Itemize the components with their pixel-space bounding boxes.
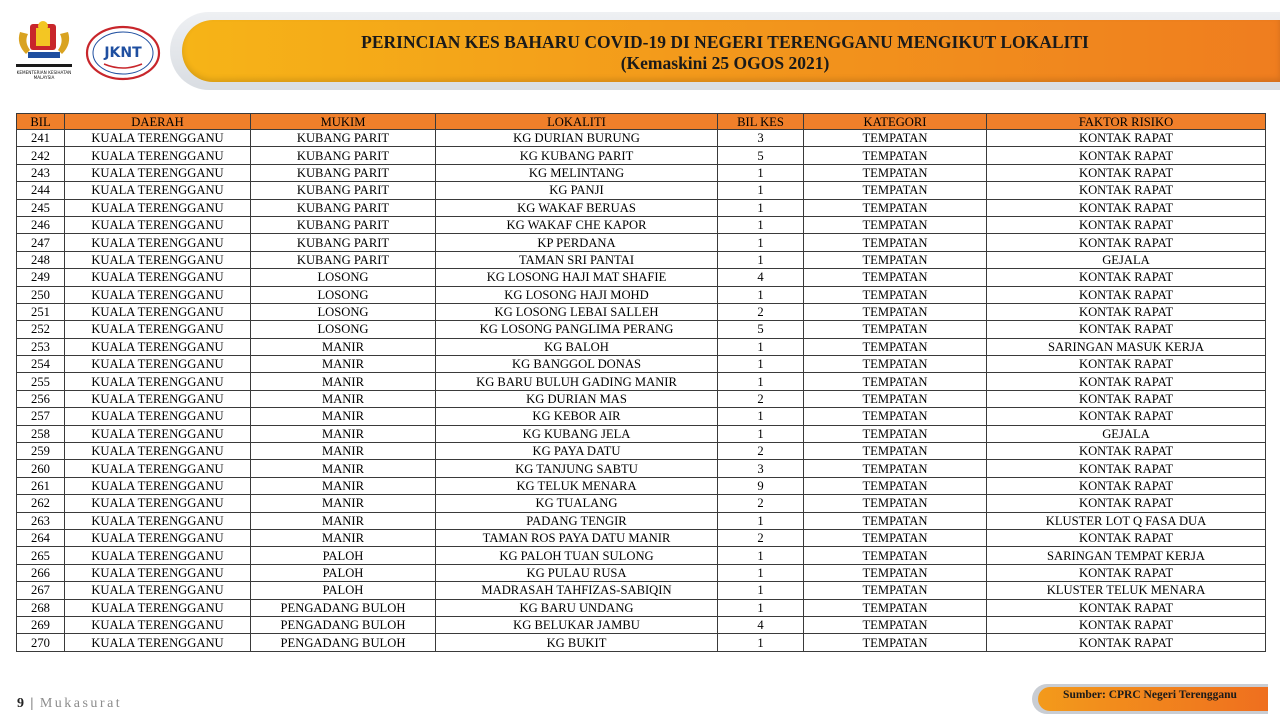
table-row [17, 234, 1266, 251]
cell-lokaliti: KG TANJUNG SABTU [436, 460, 718, 477]
page-number: 9 [17, 696, 25, 711]
cell-daerah: KUALA TERENGGANU [65, 269, 251, 286]
page-footer [17, 696, 122, 712]
cell-kategori: TEMPATAN [804, 199, 987, 216]
cell-faktor-risiko: KONTAK RAPAT [987, 216, 1266, 233]
cell-lokaliti: KG BARU BULUH GADING MANIR [436, 373, 718, 390]
cell-lokaliti: KG LOSONG HAJI MOHD [436, 286, 718, 303]
cell-faktor-risiko: KONTAK RAPAT [987, 286, 1266, 303]
cell-kategori: TEMPATAN [804, 529, 987, 546]
cell-mukim: MANIR [251, 477, 436, 494]
cell-lokaliti: KG TELUK MENARA [436, 477, 718, 494]
cell-lokaliti: KG BELUKAR JAMBU [436, 616, 718, 633]
cell-lokaliti: KG KUBANG PARIT [436, 147, 718, 164]
cell-lokaliti: KG LOSONG HAJI MAT SHAFIE [436, 269, 718, 286]
title-line-1: PERINCIAN KES BAHARU COVID-19 DI NEGERI TERENGGANU MENGIKUT LOKALITI [361, 32, 1089, 52]
cell-lokaliti: KG PULAU RUSA [436, 564, 718, 581]
cell-mukim: MANIR [251, 512, 436, 529]
table-row [17, 390, 1266, 407]
cell-daerah: KUALA TERENGGANU [65, 147, 251, 164]
cell-bil: 251 [17, 303, 65, 320]
cell-bil-kes: 1 [718, 216, 804, 233]
cell-daerah: KUALA TERENGGANU [65, 582, 251, 599]
cell-lokaliti: KG PANJI [436, 182, 718, 199]
table-row [17, 477, 1266, 494]
cell-mukim: MANIR [251, 408, 436, 425]
cell-daerah: KUALA TERENGGANU [65, 460, 251, 477]
table-row [17, 303, 1266, 320]
cell-kategori: TEMPATAN [804, 443, 987, 460]
cell-bil-kes: 1 [718, 425, 804, 442]
cell-bil-kes: 1 [718, 251, 804, 268]
cell-faktor-risiko: KONTAK RAPAT [987, 234, 1266, 251]
cell-lokaliti: KG KUBANG JELA [436, 425, 718, 442]
cell-bil: 244 [17, 182, 65, 199]
cell-bil: 252 [17, 321, 65, 338]
cell-bil-kes: 3 [718, 130, 804, 147]
cell-bil: 247 [17, 234, 65, 251]
cell-lokaliti: KP PERDANA [436, 234, 718, 251]
header-col-bil: BIL [17, 114, 65, 130]
cell-kategori: TEMPATAN [804, 477, 987, 494]
cell-daerah: KUALA TERENGGANU [65, 408, 251, 425]
cell-bil-kes: 1 [718, 164, 804, 181]
cell-mukim: KUBANG PARIT [251, 164, 436, 181]
table-row [17, 460, 1266, 477]
cell-lokaliti: KG WAKAF BERUAS [436, 199, 718, 216]
cell-bil-kes: 1 [718, 338, 804, 355]
cell-bil: 258 [17, 425, 65, 442]
cell-bil: 262 [17, 495, 65, 512]
cell-kategori: TEMPATAN [804, 321, 987, 338]
cell-daerah: KUALA TERENGGANU [65, 251, 251, 268]
cell-faktor-risiko: KONTAK RAPAT [987, 529, 1266, 546]
cell-mukim: KUBANG PARIT [251, 216, 436, 233]
table-row [17, 634, 1266, 651]
cell-daerah: KUALA TERENGGANU [65, 321, 251, 338]
table-row [17, 512, 1266, 529]
cell-mukim: KUBANG PARIT [251, 130, 436, 147]
cell-daerah: KUALA TERENGGANU [65, 199, 251, 216]
cell-daerah: KUALA TERENGGANU [65, 616, 251, 633]
cell-faktor-risiko: KONTAK RAPAT [987, 634, 1266, 651]
cell-faktor-risiko: GEJALA [987, 251, 1266, 268]
cell-bil-kes: 2 [718, 495, 804, 512]
cell-bil-kes: 1 [718, 564, 804, 581]
cell-kategori: TEMPATAN [804, 164, 987, 181]
cell-lokaliti: TAMAN ROS PAYA DATU MANIR [436, 529, 718, 546]
cell-bil: 264 [17, 529, 65, 546]
cell-faktor-risiko: KLUSTER LOT Q FASA DUA [987, 512, 1266, 529]
cell-kategori: TEMPATAN [804, 564, 987, 581]
header-col-bil-kes: BIL KES [718, 114, 804, 130]
cell-daerah: KUALA TERENGGANU [65, 443, 251, 460]
cell-daerah: KUALA TERENGGANU [65, 303, 251, 320]
cell-daerah: KUALA TERENGGANU [65, 182, 251, 199]
cell-kategori: TEMPATAN [804, 495, 987, 512]
cell-bil-kes: 1 [718, 356, 804, 373]
table-row [17, 164, 1266, 181]
table-row [17, 286, 1266, 303]
cell-kategori: TEMPATAN [804, 408, 987, 425]
cell-bil: 257 [17, 408, 65, 425]
cell-kategori: TEMPATAN [804, 338, 987, 355]
table-row [17, 321, 1266, 338]
cell-faktor-risiko: SARINGAN MASUK KERJA [987, 338, 1266, 355]
cell-bil-kes: 1 [718, 547, 804, 564]
cell-bil: 256 [17, 390, 65, 407]
cell-daerah: KUALA TERENGGANU [65, 599, 251, 616]
table-row [17, 443, 1266, 460]
cell-mukim: MANIR [251, 373, 436, 390]
cell-kategori: TEMPATAN [804, 599, 987, 616]
cell-faktor-risiko: KONTAK RAPAT [987, 460, 1266, 477]
cell-mukim: MANIR [251, 495, 436, 512]
cell-lokaliti: KG DURIAN BURUNG [436, 130, 718, 147]
table-row [17, 529, 1266, 546]
cell-kategori: TEMPATAN [804, 286, 987, 303]
cell-bil-kes: 1 [718, 582, 804, 599]
header-banner [170, 12, 1280, 90]
cell-faktor-risiko: KONTAK RAPAT [987, 443, 1266, 460]
cell-faktor-risiko: SARINGAN TEMPAT KERJA [987, 547, 1266, 564]
cell-faktor-risiko: KONTAK RAPAT [987, 147, 1266, 164]
cell-lokaliti: KG BARU UNDANG [436, 599, 718, 616]
cell-kategori: TEMPATAN [804, 303, 987, 320]
cell-mukim: PALOH [251, 547, 436, 564]
cell-kategori: TEMPATAN [804, 234, 987, 251]
table-row [17, 616, 1266, 633]
table-row [17, 373, 1266, 390]
cell-bil: 261 [17, 477, 65, 494]
cell-lokaliti: TAMAN SRI PANTAI [436, 251, 718, 268]
cell-lokaliti: KG DURIAN MAS [436, 390, 718, 407]
cell-bil: 254 [17, 356, 65, 373]
cell-daerah: KUALA TERENGGANU [65, 373, 251, 390]
cell-lokaliti: KG TUALANG [436, 495, 718, 512]
table-row [17, 269, 1266, 286]
table-row [17, 338, 1266, 355]
cell-bil-kes: 3 [718, 460, 804, 477]
table-row [17, 582, 1266, 599]
title-line-2: (Kemaskini 25 OGOS 2021) [620, 53, 830, 73]
source-badge [1032, 684, 1268, 714]
cell-daerah: KUALA TERENGGANU [65, 477, 251, 494]
cell-kategori: TEMPATAN [804, 356, 987, 373]
cell-mukim: MANIR [251, 443, 436, 460]
table-row [17, 356, 1266, 373]
cell-lokaliti: KG LOSONG LEBAI SALLEH [436, 303, 718, 320]
table-row [17, 147, 1266, 164]
cell-faktor-risiko: KONTAK RAPAT [987, 599, 1266, 616]
cases-table [16, 113, 1266, 652]
cell-lokaliti: KG PALOH TUAN SULONG [436, 547, 718, 564]
cell-bil-kes: 1 [718, 373, 804, 390]
cell-daerah: KUALA TERENGGANU [65, 634, 251, 651]
cell-faktor-risiko: KONTAK RAPAT [987, 373, 1266, 390]
cell-mukim: MANIR [251, 390, 436, 407]
cell-lokaliti: KG BANGGOL DONAS [436, 356, 718, 373]
cell-lokaliti: KG MELINTANG [436, 164, 718, 181]
source-text: Sumber: CPRC Negeri Terengganu [1063, 689, 1237, 701]
cell-faktor-risiko: KONTAK RAPAT [987, 356, 1266, 373]
cell-kategori: TEMPATAN [804, 425, 987, 442]
cell-kategori: TEMPATAN [804, 512, 987, 529]
cell-kategori: TEMPATAN [804, 251, 987, 268]
cell-bil: 255 [17, 373, 65, 390]
cell-mukim: LOSONG [251, 321, 436, 338]
svg-text:KEMENTERIAN KESIHATAN: KEMENTERIAN KESIHATAN [16, 70, 72, 75]
cell-faktor-risiko: KONTAK RAPAT [987, 321, 1266, 338]
cell-faktor-risiko: KONTAK RAPAT [987, 390, 1266, 407]
cell-faktor-risiko: KONTAK RAPAT [987, 269, 1266, 286]
cell-mukim: LOSONG [251, 303, 436, 320]
cell-bil-kes: 1 [718, 408, 804, 425]
cell-kategori: TEMPATAN [804, 460, 987, 477]
cell-faktor-risiko: KONTAK RAPAT [987, 199, 1266, 216]
cell-faktor-risiko: KONTAK RAPAT [987, 495, 1266, 512]
cell-faktor-risiko: KLUSTER TELUK MENARA [987, 582, 1266, 599]
cell-kategori: TEMPATAN [804, 373, 987, 390]
cell-bil: 241 [17, 130, 65, 147]
cell-bil: 260 [17, 460, 65, 477]
cell-kategori: TEMPATAN [804, 616, 987, 633]
table-row [17, 495, 1266, 512]
cell-kategori: TEMPATAN [804, 147, 987, 164]
cell-bil-kes: 2 [718, 303, 804, 320]
cell-bil: 250 [17, 286, 65, 303]
cell-daerah: KUALA TERENGGANU [65, 547, 251, 564]
cell-bil: 242 [17, 147, 65, 164]
page-title [270, 32, 1180, 74]
cell-bil-kes: 2 [718, 390, 804, 407]
header-col-faktor-risiko: FAKTOR RISIKO [987, 114, 1266, 130]
table-body [17, 130, 1266, 652]
cell-kategori: TEMPATAN [804, 130, 987, 147]
logo-group [12, 20, 172, 90]
svg-text:JKNT: JKNT [104, 45, 142, 61]
table-row [17, 408, 1266, 425]
cell-bil: 269 [17, 616, 65, 633]
cell-mukim: PALOH [251, 564, 436, 581]
cell-kategori: TEMPATAN [804, 547, 987, 564]
cell-lokaliti: MADRASAH TAHFIZAS-SABIQIN [436, 582, 718, 599]
table-row [17, 216, 1266, 233]
cell-lokaliti: KG BALOH [436, 338, 718, 355]
cell-bil: 259 [17, 443, 65, 460]
cell-bil-kes: 1 [718, 182, 804, 199]
cell-kategori: TEMPATAN [804, 582, 987, 599]
cell-kategori: TEMPATAN [804, 182, 987, 199]
cell-bil: 268 [17, 599, 65, 616]
cell-daerah: KUALA TERENGGANU [65, 529, 251, 546]
cell-mukim: MANIR [251, 529, 436, 546]
cell-mukim: PALOH [251, 582, 436, 599]
cell-bil: 249 [17, 269, 65, 286]
cell-bil-kes: 2 [718, 529, 804, 546]
cell-mukim: KUBANG PARIT [251, 182, 436, 199]
cell-faktor-risiko: KONTAK RAPAT [987, 477, 1266, 494]
cell-faktor-risiko: KONTAK RAPAT [987, 164, 1266, 181]
cell-daerah: KUALA TERENGGANU [65, 564, 251, 581]
cell-bil-kes: 5 [718, 147, 804, 164]
cell-lokaliti: KG LOSONG PANGLIMA PERANG [436, 321, 718, 338]
header-col-kategori: KATEGORI [804, 114, 987, 130]
cell-lokaliti: KG PAYA DATU [436, 443, 718, 460]
cell-faktor-risiko: KONTAK RAPAT [987, 408, 1266, 425]
cell-bil-kes: 2 [718, 443, 804, 460]
cell-faktor-risiko: KONTAK RAPAT [987, 303, 1266, 320]
cell-faktor-risiko: KONTAK RAPAT [987, 564, 1266, 581]
header-col-mukim: MUKIM [251, 114, 436, 130]
cell-kategori: TEMPATAN [804, 269, 987, 286]
cell-bil-kes: 1 [718, 234, 804, 251]
page-word: Mukasurat [39, 696, 123, 711]
footer-separator: | [30, 696, 34, 711]
cell-bil: 245 [17, 199, 65, 216]
cell-mukim: KUBANG PARIT [251, 251, 436, 268]
cell-mukim: LOSONG [251, 269, 436, 286]
header-col-lokaliti: LOKALITI [436, 114, 718, 130]
table-header-row [17, 114, 1266, 130]
cell-bil-kes: 1 [718, 286, 804, 303]
cell-bil: 253 [17, 338, 65, 355]
table-row [17, 182, 1266, 199]
cell-daerah: KUALA TERENGGANU [65, 338, 251, 355]
cell-kategori: TEMPATAN [804, 634, 987, 651]
cell-mukim: MANIR [251, 425, 436, 442]
cell-bil: 263 [17, 512, 65, 529]
cell-daerah: KUALA TERENGGANU [65, 286, 251, 303]
cell-lokaliti: PADANG TENGIR [436, 512, 718, 529]
cell-bil-kes: 4 [718, 269, 804, 286]
cell-daerah: KUALA TERENGGANU [65, 425, 251, 442]
cell-bil: 246 [17, 216, 65, 233]
cell-kategori: TEMPATAN [804, 390, 987, 407]
jknt-logo [84, 24, 162, 82]
cell-daerah: KUALA TERENGGANU [65, 234, 251, 251]
cell-daerah: KUALA TERENGGANU [65, 512, 251, 529]
cell-bil-kes: 9 [718, 477, 804, 494]
cell-bil-kes: 1 [718, 512, 804, 529]
cell-daerah: KUALA TERENGGANU [65, 356, 251, 373]
cell-daerah: KUALA TERENGGANU [65, 216, 251, 233]
cell-kategori: TEMPATAN [804, 216, 987, 233]
table-row [17, 199, 1266, 216]
table-row [17, 547, 1266, 564]
cell-bil-kes: 1 [718, 199, 804, 216]
cell-mukim: MANIR [251, 356, 436, 373]
cell-bil-kes: 4 [718, 616, 804, 633]
cell-mukim: KUBANG PARIT [251, 234, 436, 251]
cell-faktor-risiko: KONTAK RAPAT [987, 182, 1266, 199]
cell-lokaliti: KG KEBOR AIR [436, 408, 718, 425]
cell-mukim: KUBANG PARIT [251, 199, 436, 216]
cell-mukim: KUBANG PARIT [251, 147, 436, 164]
cell-daerah: KUALA TERENGGANU [65, 495, 251, 512]
table-row [17, 130, 1266, 147]
cell-mukim: MANIR [251, 460, 436, 477]
header-col-daerah: DAERAH [65, 114, 251, 130]
cell-bil: 266 [17, 564, 65, 581]
cell-daerah: KUALA TERENGGANU [65, 390, 251, 407]
cell-bil-kes: 1 [718, 599, 804, 616]
cell-bil: 270 [17, 634, 65, 651]
cell-bil-kes: 1 [718, 634, 804, 651]
cell-mukim: PENGADANG BULOH [251, 599, 436, 616]
cell-mukim: PENGADANG BULOH [251, 634, 436, 651]
cell-bil: 267 [17, 582, 65, 599]
cell-faktor-risiko: KONTAK RAPAT [987, 616, 1266, 633]
cell-mukim: PENGADANG BULOH [251, 616, 436, 633]
table-row [17, 425, 1266, 442]
cell-daerah: KUALA TERENGGANU [65, 130, 251, 147]
cell-bil: 243 [17, 164, 65, 181]
cell-bil: 265 [17, 547, 65, 564]
cell-lokaliti: KG BUKIT [436, 634, 718, 651]
cell-bil: 248 [17, 251, 65, 268]
table-row [17, 564, 1266, 581]
cell-daerah: KUALA TERENGGANU [65, 164, 251, 181]
svg-text:MALAYSIA: MALAYSIA [33, 75, 55, 80]
cell-mukim: MANIR [251, 338, 436, 355]
table-row [17, 599, 1266, 616]
table-row [17, 251, 1266, 268]
kkm-crest-logo [12, 20, 76, 82]
cell-bil-kes: 5 [718, 321, 804, 338]
cell-faktor-risiko: KONTAK RAPAT [987, 130, 1266, 147]
cell-faktor-risiko: GEJALA [987, 425, 1266, 442]
cell-lokaliti: KG WAKAF CHE KAPOR [436, 216, 718, 233]
cell-mukim: LOSONG [251, 286, 436, 303]
